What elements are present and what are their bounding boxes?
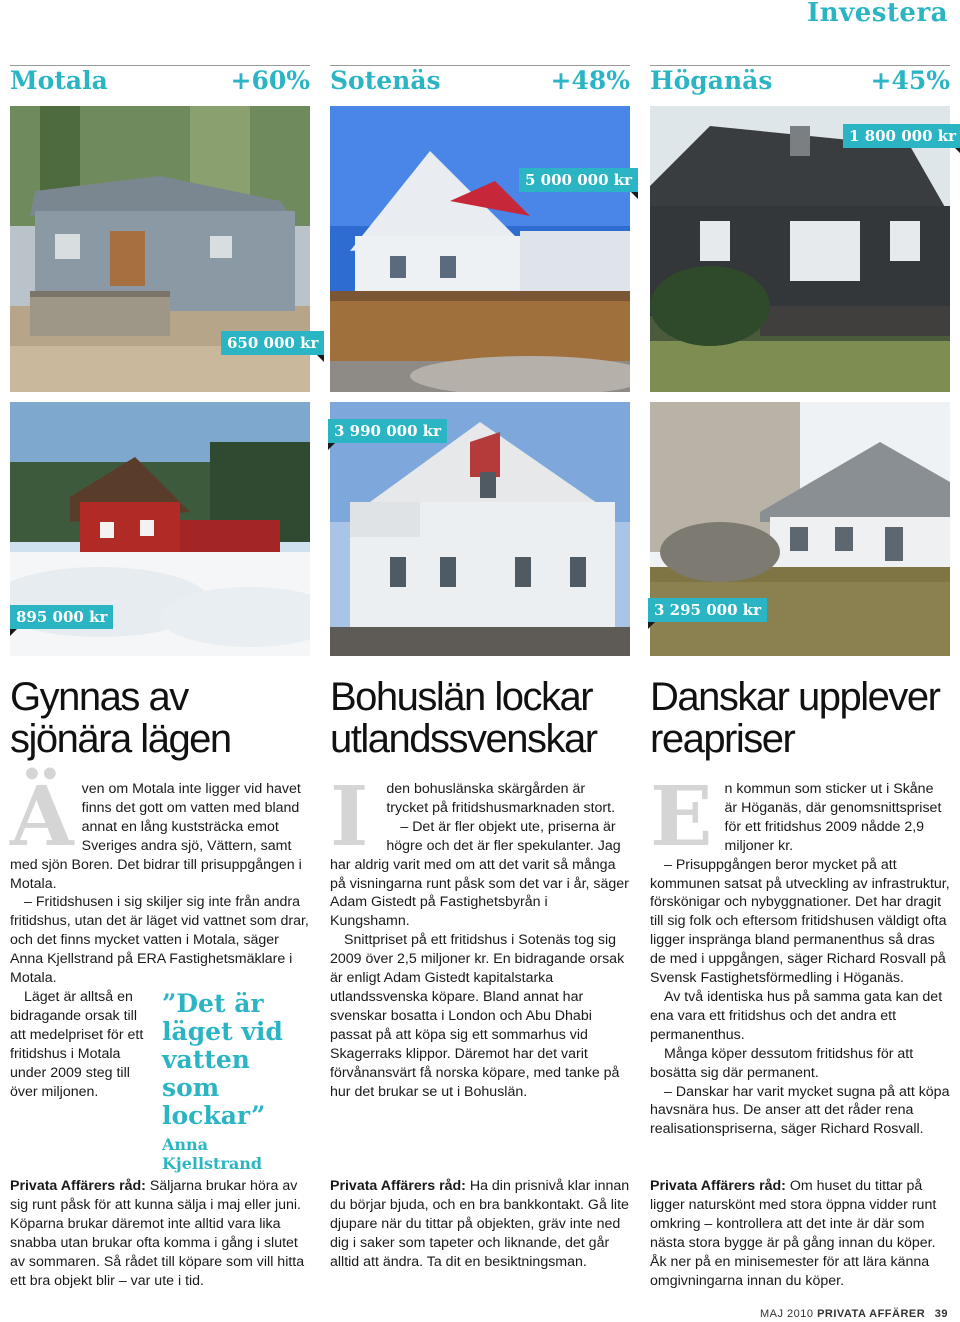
column-header [330, 65, 630, 100]
column-header [650, 65, 950, 100]
publication-name: PRIVATA AFFÄRER [817, 1308, 926, 1320]
advice-box: Privata Affärers råd: Ha din prisnivå klar innan du börjar bjuda, och en bra bankkontakt. Gå lite djupare när du tittar på objekten, gräv inte ned dig i saker som tapeter och liknande, det går alltid att ändra. Ta dit en besiktningsman. [330, 1178, 630, 1270]
article-body: I den bohuslänska skärgården är trycket på fritidshusmarknaden stort. – Det är fler objekt ute, priserna är högre och det är fler spekulanter. Jag har aldrig varit med om att det varit så många på visningarna runt påsk som det var i år, säger Adam Gistedt på Fastighetsbyrån i Kungshamn. Snittpriset på ett fritidshus i Sotenäs tog sig 2009 över 2,5 miljoner kr. En bidragande orsak är enligt Adam Gistedt kapitalstarka utlandssvenska köpare. Bland annat har svenskar bosatta i London och Abu Dhabi passat på att köpa sig ett sommarhus vid Skagerraks klippor. Däremot har det varit förvånansvärt få norska köpare, med tanke på hur det brukar se ut i Bohuslän. [330, 769, 629, 1100]
page-number: 39 [934, 1308, 948, 1320]
pull-quote: ”Det är läget vid vatten som lockar” Anna Kjellstrand [162, 990, 312, 1174]
column-header [10, 65, 310, 100]
price-tag: 3 990 000 kr [328, 419, 447, 443]
price-change: +48% [550, 66, 630, 95]
page-footer [760, 1308, 948, 1320]
drop-cap: Ä [10, 769, 74, 865]
price-tag: 1 800 000 kr [843, 124, 960, 148]
article-headline: Danskar upplever reapriser [650, 675, 940, 761]
house-photo [650, 106, 950, 392]
section-label: Investera [807, 0, 948, 28]
town-name: Sotenäs [330, 66, 441, 95]
house-photo [330, 106, 630, 392]
article-body: En kommun som sticker ut i Skåne är Höganäs, där genomsnittspriset för ett fritidshus 2009 nådde 2,9 miljoner kr. – Prisuppgången beror mycket på att kommunen satsat på utveckling av infrastruktur, förskönigar och nybyggnationer. Det har dragit till sig folk och eftersom fritidshusen väldigt ofta ligger inspränga bland permanenthus så dras de med i uppgången, säger Richard Rosvall på Svensk Fastighetsförmedling i Höganäs. Av två identiska hus på samma gata kan det ena vara ett fritidshus och det andra ett permanenthus. Många köper dessutom fritidshus för att bosätta sig där permanent. – Danskar har varit mycket sugna på att köpa havsnära hus. De anser att det råder rena realisationspriserna, säger Richard Rosvall. [650, 769, 950, 1138]
drop-cap: I [330, 769, 369, 865]
advice-box: Privata Affärers råd: Säljarna brukar höra av sig runt påsk för att kunna sälja i maj eller juni. Köparna brukar däremot inte alltid vara lika snabba utan brukar ofta komma i gång i slutet av sommaren. Så rådet till köpare som vill hitta ett bra objekt blir – var ute i tid. [10, 1178, 305, 1289]
price-tag: 5 000 000 kr [519, 168, 638, 192]
town-name: Höganäs [650, 66, 773, 95]
article-headline: Gynnas av sjönära lägen [10, 675, 231, 761]
price-change: +45% [870, 66, 950, 95]
price-tag: 895 000 kr [10, 605, 113, 629]
price-tag: 650 000 kr [221, 331, 324, 355]
article-headline: Bohuslän lockar utlandssvenskar [330, 675, 597, 761]
drop-cap: E [650, 769, 713, 865]
price-tag: 3 295 000 kr [648, 598, 767, 622]
issue-date: MAJ 2010 [759, 1308, 814, 1320]
quote-author: Anna Kjellstrand [162, 1134, 263, 1173]
advice-box: Privata Affärers råd: Om huset du tittar på ligger naturskönt med stora öppna vidder runt omkring – kontrollera att det inte är där som nästa stora bygge är på gång innan du köper. Åk ner på en minisemester för att lära känna omgivningarna innan du köper. [650, 1178, 937, 1289]
price-change: +60% [230, 66, 310, 95]
article-body: Även om Motala inte ligger vid havet finns det gott om vatten med bland annat en lång kuststräcka emot Sveriges andra sjö, Vättern, samt med sjön Boren. Det bidrar till prisuppgången i Motala. – Fritidshusen i sig skiljer sig inte från andra fritidshus, utan det är läget vid vattnet som drar, och det finns mycket vatten i Motala, säger Anna Kjellstrand på ERA Fastighetsmäklare i Motala. ”Det är läget vid vatten som lockar” Anna Kjellstrand Läget är alltså en bidragande orsak till att medelpriset för ett fritidshus i Motala under 2009 steg till över miljonen. [10, 780, 310, 1178]
town-name: Motala [10, 66, 108, 95]
